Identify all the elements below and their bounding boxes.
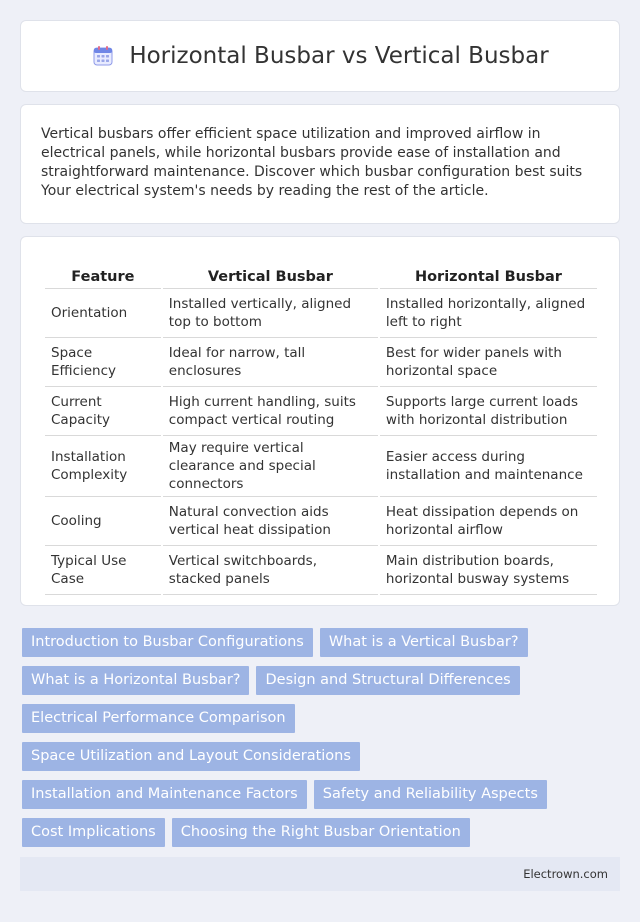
table-cell-feature: Installation Complexity bbox=[45, 436, 161, 497]
table-cell-vertical: High current handling, suits compact vertical routing bbox=[163, 387, 378, 436]
tag-what-is-vertical[interactable]: What is a Vertical Busbar? bbox=[320, 628, 528, 657]
tag-electrical-performance[interactable]: Electrical Performance Comparison bbox=[22, 704, 295, 733]
intro-card bbox=[20, 104, 620, 224]
calendar-icon bbox=[91, 44, 115, 68]
tag-safety-reliability[interactable]: Safety and Reliability Aspects bbox=[314, 780, 547, 809]
table-row bbox=[45, 436, 597, 497]
tag-choosing-orientation[interactable]: Choosing the Right Busbar Orientation bbox=[172, 818, 470, 847]
intro-text: Vertical busbars offer efficient space utilization and improved airflow in electrical panels, while horizontal busbars provide ease of installation and straightforward maintenance. Discover which busbar configuration best suits Your electrical system's needs by reading the rest of the article. bbox=[41, 126, 583, 199]
table-cell-vertical: Natural convection aids vertical heat dissipation bbox=[163, 497, 378, 546]
table-cell-horizontal: Heat dissipation depends on horizontal airflow bbox=[380, 497, 597, 546]
table-cell-vertical: Vertical switchboards, stacked panels bbox=[163, 546, 378, 595]
table-cell-feature: Space Efficiency bbox=[45, 338, 161, 387]
table-cell-feature: Cooling bbox=[45, 497, 161, 546]
footer bbox=[20, 857, 620, 891]
table-cell-vertical: Ideal for narrow, tall enclosures bbox=[163, 338, 378, 387]
table-cell-horizontal: Easier access during installation and maintenance bbox=[380, 436, 597, 497]
tag-design-differences[interactable]: Design and Structural Differences bbox=[256, 666, 519, 695]
table-header-horizontal: Horizontal Busbar bbox=[380, 265, 597, 289]
table-cell-vertical: Installed vertically, aligned top to bottom bbox=[163, 289, 378, 338]
table-row bbox=[45, 338, 597, 387]
table-header-row bbox=[45, 265, 597, 289]
table-cell-feature: Typical Use Case bbox=[45, 546, 161, 595]
tag-cost-implications[interactable]: Cost Implications bbox=[22, 818, 165, 847]
table-cell-feature: Orientation bbox=[45, 289, 161, 338]
table-row bbox=[45, 546, 597, 595]
tag-what-is-horizontal[interactable]: What is a Horizontal Busbar? bbox=[22, 666, 249, 695]
footer-site-name[interactable]: Electrown.com bbox=[523, 867, 608, 881]
tag-introduction[interactable]: Introduction to Busbar Configurations bbox=[22, 628, 313, 657]
table-cell-vertical: May require vertical clearance and special connectors bbox=[163, 436, 378, 497]
table-row bbox=[45, 497, 597, 546]
table-cell-feature: Current Capacity bbox=[45, 387, 161, 436]
page-title: Horizontal Busbar vs Vertical Busbar bbox=[129, 43, 549, 69]
topic-tags bbox=[22, 628, 622, 847]
comparison-card bbox=[20, 236, 620, 606]
tag-space-utilization[interactable]: Space Utilization and Layout Considerations bbox=[22, 742, 360, 771]
table-cell-horizontal: Main distribution boards, horizontal busway systems bbox=[380, 546, 597, 595]
table-header-feature: Feature bbox=[45, 265, 161, 289]
header-card bbox=[20, 20, 620, 92]
table-cell-horizontal: Installed horizontally, aligned left to right bbox=[380, 289, 597, 338]
table-cell-horizontal: Best for wider panels with horizontal space bbox=[380, 338, 597, 387]
table-header-vertical: Vertical Busbar bbox=[163, 265, 378, 289]
table-row bbox=[45, 289, 597, 338]
table-row bbox=[45, 387, 597, 436]
header bbox=[91, 43, 548, 69]
table-cell-horizontal: Supports large current loads with horizontal distribution bbox=[380, 387, 597, 436]
comparison-table bbox=[43, 265, 599, 595]
tag-installation-maintenance[interactable]: Installation and Maintenance Factors bbox=[22, 780, 307, 809]
